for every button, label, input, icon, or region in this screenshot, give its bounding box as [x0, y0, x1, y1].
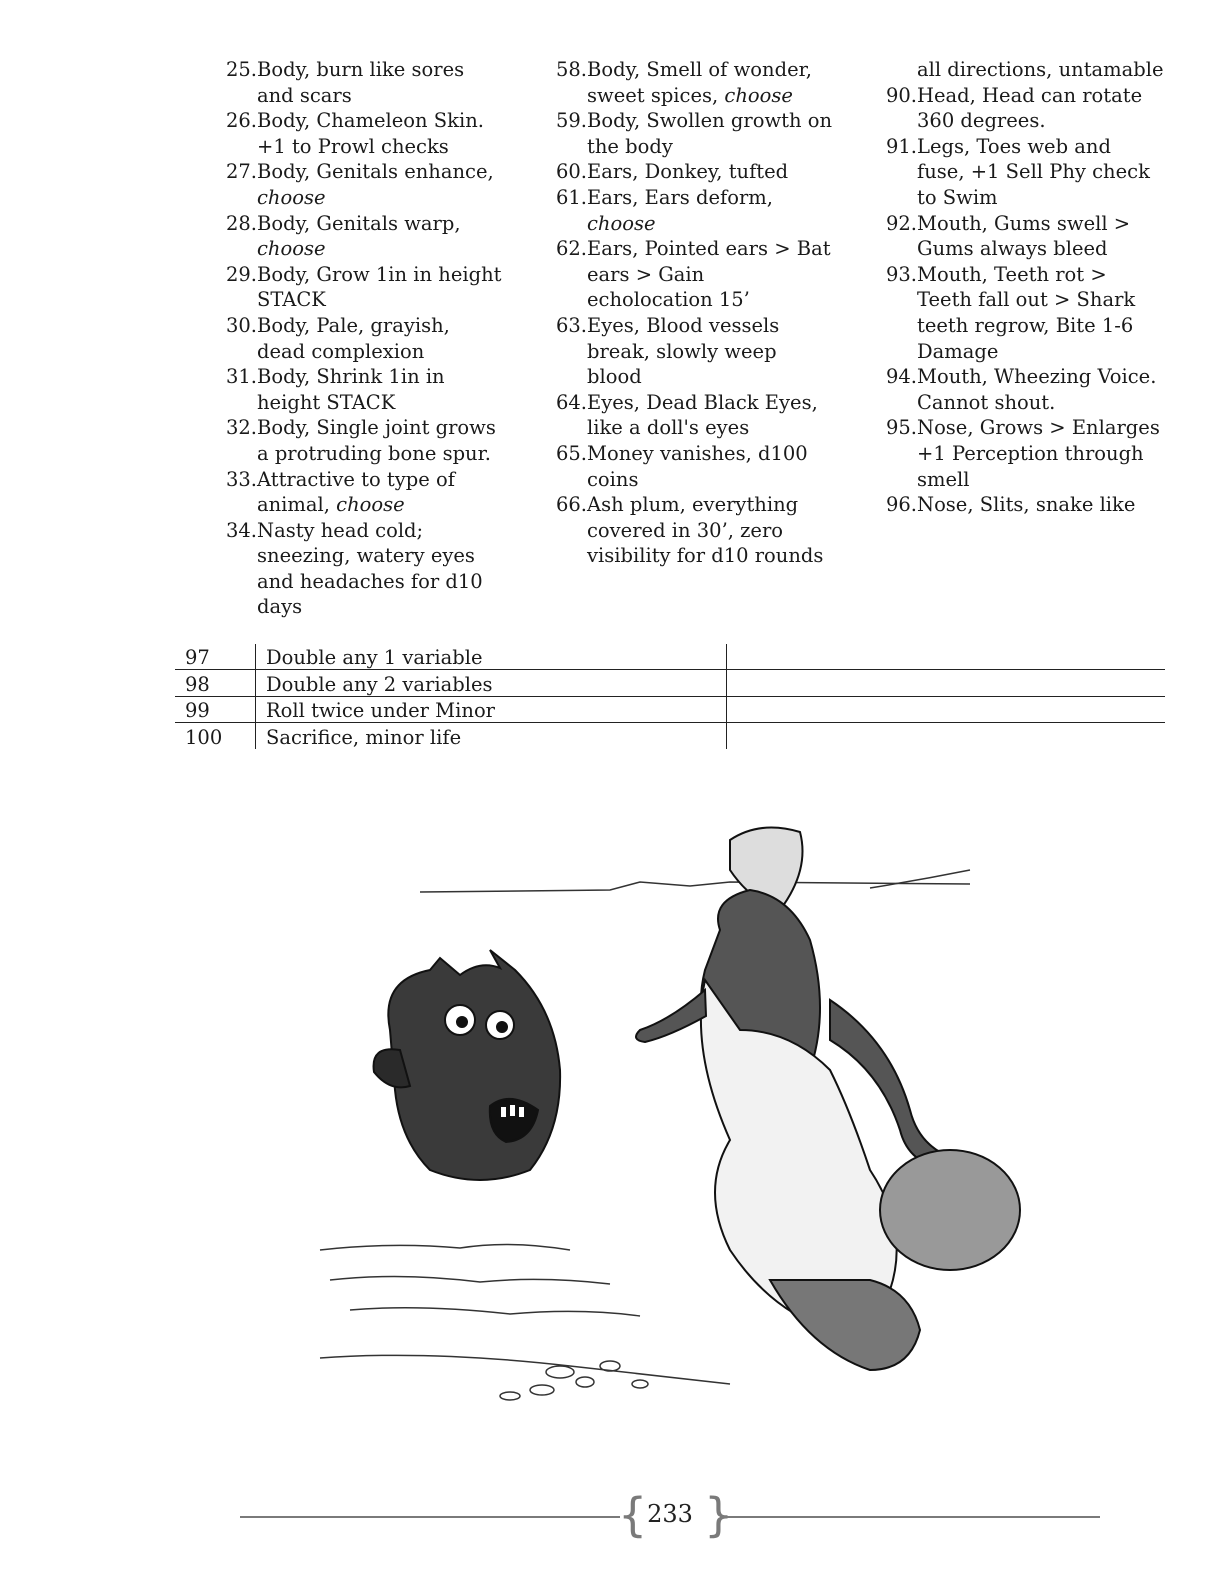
item-text [257, 467, 504, 518]
roll-number: 99 [175, 696, 256, 722]
column-2 [549, 57, 834, 569]
item-text-body: Eyes, Dead Black Eyes, like a doll's eyes [587, 390, 818, 440]
list-item [549, 108, 834, 159]
roll-result: Double any 2 variables [256, 670, 727, 696]
item-text [587, 57, 834, 108]
list-item [549, 441, 834, 492]
page-number: 233 [647, 1500, 693, 1528]
item-text-body: Nose, Slits, snake like [917, 493, 1136, 517]
item-number: 26. [225, 109, 257, 133]
illustration [310, 810, 1030, 1410]
item-text [917, 57, 1164, 83]
item-number: 61. [555, 185, 587, 209]
item-number: 25. [225, 58, 257, 81]
footer-rule-left [240, 1516, 620, 1518]
item-text-body: Body, Swollen growth on the body [587, 109, 833, 158]
table-row [175, 644, 1165, 670]
roll-number: 97 [175, 644, 256, 670]
list-item [219, 313, 504, 364]
list-item [219, 211, 504, 262]
item-text [587, 390, 834, 441]
item-number: 59. [555, 109, 587, 133]
list-item [219, 415, 504, 466]
item-number: 91. [885, 134, 917, 158]
roll-number: 100 [175, 723, 256, 749]
list-item [879, 262, 1164, 364]
item-text-body: Nose, Grows > Enlarges +1 Perception through smell [917, 416, 1160, 491]
item-text [587, 236, 834, 313]
list-item [879, 211, 1164, 262]
item-number: 30. [225, 313, 257, 337]
item-text-body: Body, Grow 1in in height STACK [257, 262, 502, 312]
item-text-body: Attractive to type of animal, [257, 467, 455, 517]
list-item [879, 83, 1164, 134]
footer-rule-right [720, 1516, 1100, 1518]
item-text-body: Body, Single joint grows a protruding bone spur. [257, 416, 496, 465]
item-text [257, 262, 504, 313]
item-text-emphasis: choose [724, 83, 793, 107]
item-number: 34. [225, 518, 257, 542]
item-text-body: Ears, Ears deform, [587, 185, 773, 209]
item-number: 33. [225, 467, 257, 491]
list-item [549, 313, 834, 390]
woman-figure [636, 828, 1020, 1371]
roll-result: Sacrifice, minor life [256, 723, 727, 749]
list-item [879, 492, 1164, 518]
item-number: 65. [555, 441, 587, 465]
item-text-emphasis: choose [587, 211, 656, 235]
item-text-body: Money vanishes, d100 coins [587, 441, 808, 491]
item-text-body: all directions, untamable [917, 58, 1164, 81]
item-text [917, 262, 1164, 364]
item-text [587, 108, 834, 159]
item-text-body: Mouth, Teeth rot > Teeth fall out > Shark teeth regrow, Bite 1-6 Damage [917, 262, 1136, 363]
item-text [917, 415, 1164, 492]
item-text-body: Ears, Donkey, tufted [587, 160, 789, 184]
item-text-body: Ash plum, everything covered in 30’, zero visibility for d10 rounds [587, 493, 824, 568]
item-text [917, 211, 1164, 262]
item-text [917, 364, 1164, 415]
roll-number: 98 [175, 670, 256, 696]
item-text [257, 364, 504, 415]
list-item [549, 236, 834, 313]
item-number: 63. [555, 313, 587, 337]
item-number: 32. [225, 416, 257, 440]
item-number [879, 57, 917, 83]
item-number: 62. [555, 237, 587, 261]
item-number: 90. [885, 83, 917, 107]
table-row [175, 723, 1165, 749]
item-text [257, 518, 504, 620]
list-item [219, 57, 504, 108]
item-number: 64. [555, 390, 587, 414]
list-item [879, 134, 1164, 211]
right-brace-icon: } [704, 1488, 734, 1542]
item-number: 96. [885, 493, 917, 517]
item-text [587, 313, 834, 390]
column-3 [879, 57, 1164, 518]
list-item [549, 57, 834, 108]
list-item [879, 364, 1164, 415]
item-text-emphasis: choose [257, 237, 326, 261]
item-text-body: Body, Genitals warp, [257, 211, 461, 235]
item-text [587, 159, 834, 185]
list-item [879, 57, 1164, 83]
list-item [219, 467, 504, 518]
item-text-body: Body, Chameleon Skin. +1 to Prowl checks [257, 109, 484, 158]
item-text-body: Mouth, Wheezing Voice. Cannot shout. [917, 365, 1157, 414]
item-number: 29. [225, 262, 257, 286]
list-item [549, 390, 834, 441]
list-item [219, 159, 504, 210]
roll-extra [727, 723, 1166, 749]
item-text [257, 57, 504, 108]
item-number: 66. [555, 493, 587, 517]
list-item [549, 492, 834, 569]
column-1 [219, 57, 504, 620]
item-text [587, 185, 834, 236]
creature-head [374, 950, 561, 1180]
item-text [257, 108, 504, 159]
item-text [257, 159, 504, 210]
item-number: 28. [225, 211, 257, 235]
roll-result: Roll twice under Minor [256, 696, 727, 722]
list-item [549, 185, 834, 236]
roll-extra [727, 696, 1166, 722]
item-text-body: Eyes, Blood vessels break, slowly weep blood [587, 313, 780, 389]
item-text [917, 492, 1164, 518]
list-item [219, 364, 504, 415]
roll-result: Double any 1 variable [256, 644, 727, 670]
item-number: 92. [885, 211, 917, 235]
roll-extra [727, 644, 1166, 670]
list-item [219, 108, 504, 159]
list-item [879, 415, 1164, 492]
item-text [587, 441, 834, 492]
list-item [219, 518, 504, 620]
item-text-body: Ears, Pointed ears > Bat ears > Gain echolocation 15’ [587, 237, 831, 312]
list-item [549, 159, 834, 185]
item-text-body: Body, Genitals enhance, [257, 160, 494, 184]
left-brace-icon: { [618, 1488, 648, 1542]
item-number: 60. [555, 160, 587, 184]
item-text-body: Legs, Toes web and fuse, +1 Sell Phy check to Swim [917, 134, 1150, 209]
item-text [257, 211, 504, 262]
item-text-body: Nasty head cold; sneezing, watery eyes and headaches for d10 days [257, 518, 483, 619]
item-number: 94. [885, 365, 917, 389]
item-text-body: Body, Shrink 1in in height STACK [257, 365, 445, 414]
table-row [175, 670, 1165, 696]
roll-extra [727, 670, 1166, 696]
item-text-emphasis: choose [257, 185, 326, 209]
item-number: 58. [555, 58, 587, 81]
list-item [219, 262, 504, 313]
item-text-body: Body, Pale, grayish, dead complexion [257, 313, 450, 363]
item-text-body: Mouth, Gums swell > Gums always bleed [917, 211, 1131, 261]
item-number: 95. [885, 416, 917, 440]
item-text [917, 83, 1164, 134]
item-text [587, 492, 834, 569]
item-text-body: Body, burn like sores and scars [257, 58, 465, 107]
item-number: 31. [225, 365, 257, 389]
item-number: 93. [885, 262, 917, 286]
table-row [175, 696, 1165, 722]
item-text-body: Head, Head can rotate 360 degrees. [917, 83, 1143, 133]
item-text [257, 313, 504, 364]
roll-table [175, 644, 1165, 749]
item-text-emphasis: choose [336, 493, 405, 517]
item-text-body: Body, Smell of wonder, sweet spices, [587, 58, 812, 107]
item-text [257, 415, 504, 466]
item-text [917, 134, 1164, 211]
item-number: 27. [225, 160, 257, 184]
